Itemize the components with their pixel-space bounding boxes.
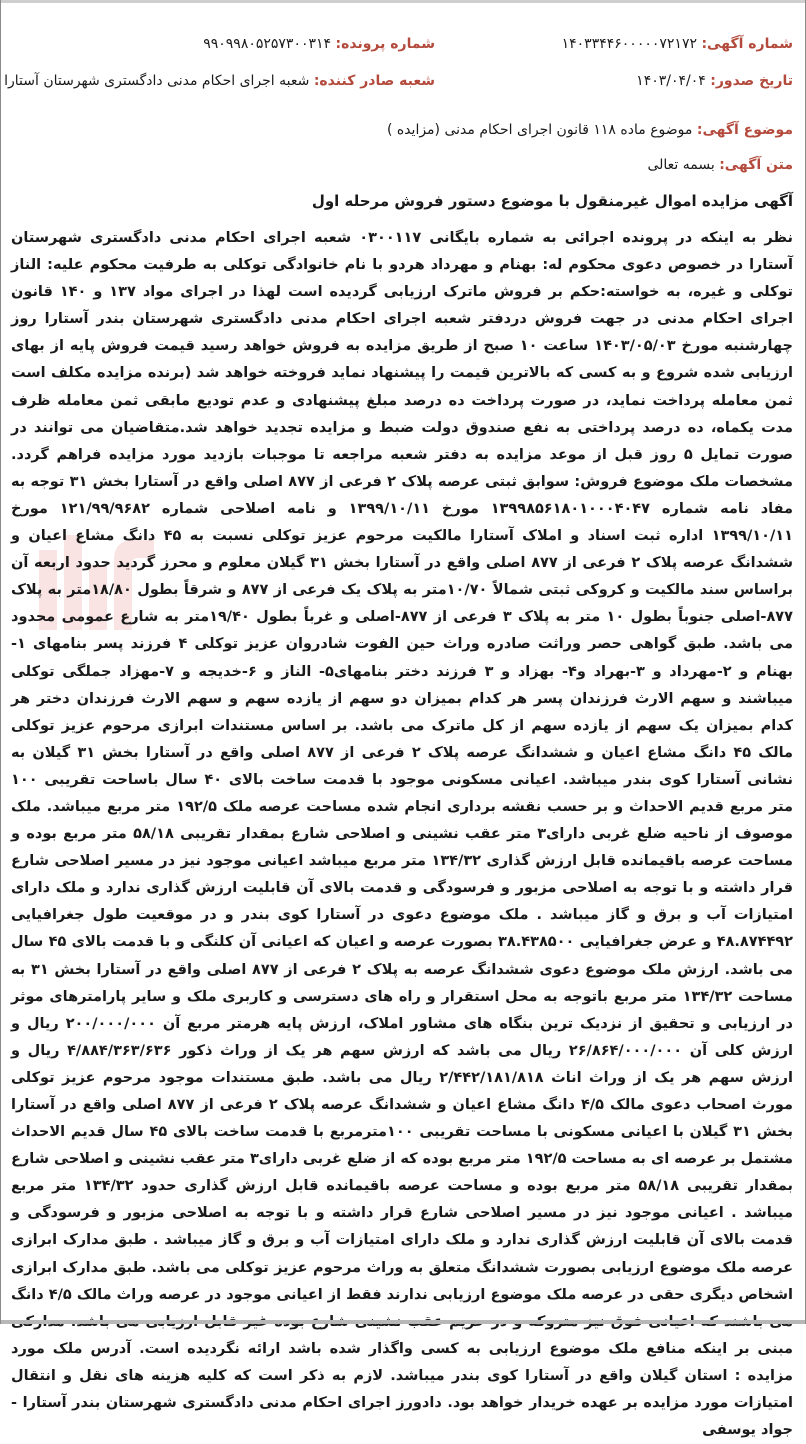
ad-title: آگهی مزایده اموال غیرمنقول با موضوع دستور فروش مرحله اول	[311, 192, 793, 210]
subject-label: موضوع آگهی:	[696, 122, 793, 138]
issue-date-field	[636, 73, 793, 89]
file-number-label: شماره پرونده:	[335, 36, 435, 52]
issuer-value: شعبه اجرای احکام مدنی دادگستری شهرستان آستارا	[4, 73, 310, 89]
issue-date-label: تاریخ صدور:	[710, 73, 793, 89]
text-label: متن آگهی:	[719, 157, 793, 173]
text-label-field	[647, 157, 793, 173]
file-number-value: ۹۹۰۹۹۸۰۵۲۵۷۳۰۰۳۱۴	[203, 36, 332, 52]
bottom-divider	[1, 1320, 805, 1324]
ad-number-label: شماره آگهی:	[701, 36, 793, 52]
issuer-field	[4, 73, 435, 89]
subject-field	[387, 122, 793, 138]
subject-value: موضوع ماده ۱۱۸ قانون اجرای احکام مدنی (مزایده )	[386, 122, 693, 138]
issue-date-value: ۱۴۰۳/۰۴/۰۴	[636, 73, 706, 89]
text-intro: بسمه تعالی	[647, 157, 715, 173]
ad-number-value: ۱۴۰۳۳۴۴۶۰۰۰۰۰۷۲۱۷۲	[561, 36, 697, 52]
ad-number-field	[562, 36, 793, 52]
file-number-field	[203, 36, 435, 52]
top-divider	[1, 0, 805, 3]
issuer-label: شعبه صادر کننده:	[313, 73, 435, 89]
ad-body-text: نظر به اینکه در پرونده اجرائی به شماره بایگانی ۰۳۰۰۱۱۷ شعبه اجرای احکام مدنی دادگستری شهرستان آستارا در خصوص دعوی محکوم له: بهنام و مهرداد هردو با نام خانوادگی توکلی به طرفیت محکوم علیه: الناز توکلی و غیره، به خواسته:حکم بر فروش ماترک ارزیابی گردیده است لهذا در اجرای مواد ۱۳۷ و ۱۴۰ قانون اجرای احکام مدنی در جهت فروش دردفتر شعبه اجرای احکام مدنی دادگستری شهرستان بندر آستارا روز چهارشنبه مورخ ۱۴۰۳/۰۵/۰۳ ساعت ۱۰ صبح از طریق مزایده به فروش خواهد رسید قیمت فروش پایه از بهای ارزیابی شده شروع و به کسی که بالاترین قیمت را پیشنهاد نماید فروخته خواهد شد (برنده مزایده مکلف است ثمن معامله پرداخت نماید، در صورت پرداخت ده درصد مبلغ پیشنهادی و عدم تودیع مابقی ثمن معامله ظرف مدت یکماه، ده درصد پرداختی به نفع صندوق دولت ضبط و مزایده تجدید خواهد شد.متقاضیان می توانند در صورت تمایل ۵ روز قبل از موعد مزایده به دفتر شعبه مراجعه تا موجبات بازدید مورد مزایده فراهم گردد. مشخصات ملک موضوع فروش: سوابق ثبتی عرصه پلاک ۲ فرعی از ۸۷۷ اصلی واقع در آستارا بخش ۳۱ توجه به مفاد نامه شماره ۱۳۹۹۸۵۶۱۸۰۱۰۰۰۴۰۴۷ مورخ ۱۳۹۹/۱۰/۱۱ و نامه اصلاحی شماره ۱۲۱/۹۹/۹۶۸۲ مورخ ۱۳۹۹/۱۰/۱۱ اداره ثبت اسناد و املاک آستارا مالکیت مرحوم عزیز توکلی نسبت به ۴۵ دانگ مشاع اعیان و ششدانگ عرصه پلاک ۲ فرعی از ۸۷۷ اصلی واقع در آستارا بخش ۳۱ گیلان معلوم و محرز گردید حدود اربعه آن براساس سند مالکیت و کروکی ثبتی شمالاً ۱۰/۷۰متر به پلاک یک فرعی از ۸۷۷ و شرقاً بطول ۱۸/۸۰متر به پلاک ۸۷۷-اصلی جنوباً بطول ۱۰ متر به پلاک ۳ فرعی از ۸۷۷-اصلی و غرباً بطول ۱۹/۴۰متر به شارع عمومی محدود می باشد. طبق گواهی حصر وراثت صادره وراث حین الفوت شادروان عزیز توکلی ۴ فرزند پسر بنامهای ۱-بهنام و ۲-مهرداد و ۳-بهراد و۴- بهزاد و ۳ فرزند دختر بنامهای۵- الناز و ۶-خدیجه و ۷-مهزاد جملگی توکلی میباشند و سهم الارث فرزندان پسر هر کدام بمیزان دو سهم از یازده سهم و سهم الارث فرزندان دختر هر کدام بمیزان یک سهم از یازده سهم از کل ماترک می باشد. بر اساس مستندات ابرازی مرحوم عزیز توکلی مالک ۴۵ دانگ مشاع اعیان و ششدانگ عرصه پلاک ۲ فرعی از ۸۷۷ اصلی واقع در آستارا بخش ۳۱ گیلان به نشانی آستارا کوی بندر میباشد. اعیانی مسکونی موجود با قدمت ساخت بالای ۴۰ سال باساحت تقریبی ۱۰۰ متر مربع قدیم الاحداث و بر حسب نقشه برداری انجام شده مساحت عرصه ملک ۱۹۲/۵ متر مربع میباشد. ملک موصوف از ناحیه ضلع غربی دارای۳ متر عقب نشینی و اصلاحی شارع بمقدار تقریبی ۵۸/۱۸ متر مربع بوده و مساحت عرصه باقیمانده قابل ارزش گذاری ۱۳۴/۳۲ متر مربع میباشد اعیانی موجود نیز در مسیر اصلاحی شارع قرار داشته و با توجه به اصلاحی مزبور و فرسودگی و قدمت بالای آن قابلیت ارزش گذاری ندارد و ملک دارای امتیازات آب و برق و گاز میباشد . ملک موضوع دعوی در آستارا کوی بندر و در موقعیت طول جغرافیایی ۴۸.۸۷۴۴۹۲ و عرض جغرافیایی ۳۸.۴۳۸۵۰۰ بصورت عرصه و اعیان که اعیانی آن کلنگی و با قدمت بالای ۴۵ سال می باشد. ارزش ملک موضوع دعوی ششدانگ عرصه به پلاک ۲ فرعی از ۸۷۷ اصلی واقع در آستارا بخش ۳۱ به مساحت ۱۳۴/۳۲ متر مربع باتوجه به محل استقرار و راه های دسترسی و کاربری ملک و سایر پارامترهای موثر در ارزیابی و تحقیق از نزدیک ترین بنگاه های مشاور املاک، ارزش پایه هرمتر مربع آن ۲۰۰/۰۰۰/۰۰۰ ریال و ارزش کلی آن ۲۶/۸۶۴/۰۰۰/۰۰۰ ریال می باشد که ارزش سهم هر یک از وراث ذکور ۴/۸۸۴/۳۶۳/۶۳۶ ریال و ارزش سهم هر یک از وراث اناث ۲/۴۴۲/۱۸۱/۸۱۸ ریال می باشد. طبق مستندات موجود مرحوم عزیز توکلی مورث اصحاب دعوی مالک ۴/۵ دانگ مشاع اعیان و ششدانگ عرصه پلاک ۲ فرعی از ۸۷۷ اصلی واقع در آستارا بخش ۳۱ گیلان با اعیانی مسکونی با مساحت تقریبی ۱۰۰مترمربع با قدمت ساخت بالای ۴۵ سال قدیم الاحداث مشتمل بر عرصه ای به مساحت ۱۹۲/۵ متر مربع بوده که از ضلع غربی دارای۳ متر عقب نشینی و اصلاحی شارع بمقدار تقریبی ۵۸/۱۸ متر مربع بوده و مساحت عرصه باقیمانده قابل ارزش گذاری حدود ۱۳۴/۳۲ متر مربع میباشد . اعیانی موجود نیز در مسیر اصلاحی شارع قرار داشته و با توجه به اصلاحی مزبور و فرسودگی و قدمت بالای آن قابلیت ارزش گذاری ندارد و ملک دارای امتیازات آب و برق و گاز میباشد . طبق مدارک ابرازی عرصه ملک موضوع ارزیابی بصورت ششدانگ متعلق به وراث مرحوم عزیز توکلی می باشد. طبق مدارک ابرازی اشخاص دیگری حقی در عرصه ملک موضوع ارزیابی ندارند فقط از اعیانی موجود در عرصه وراث مالک ۴/۵ دانگ مبنی بر اینکه منافع ملک موضوع ارزیابی به کسی واگذار شده باشد ارائه نگردیده است. آدرس ملک مورد مزایده : استان گیلان واقع در آستارا کوی بندر میباشد. لازم به ذکر است که کلیه هزینه های نقل و انتقال امتیازات مورد مزایده بر عهده خریدار خواهد بود. دادورز اجرای احکام مدنی دادگستری شهرستان بندر آستارا - جواد یوسفی	[11, 230, 794, 1439]
